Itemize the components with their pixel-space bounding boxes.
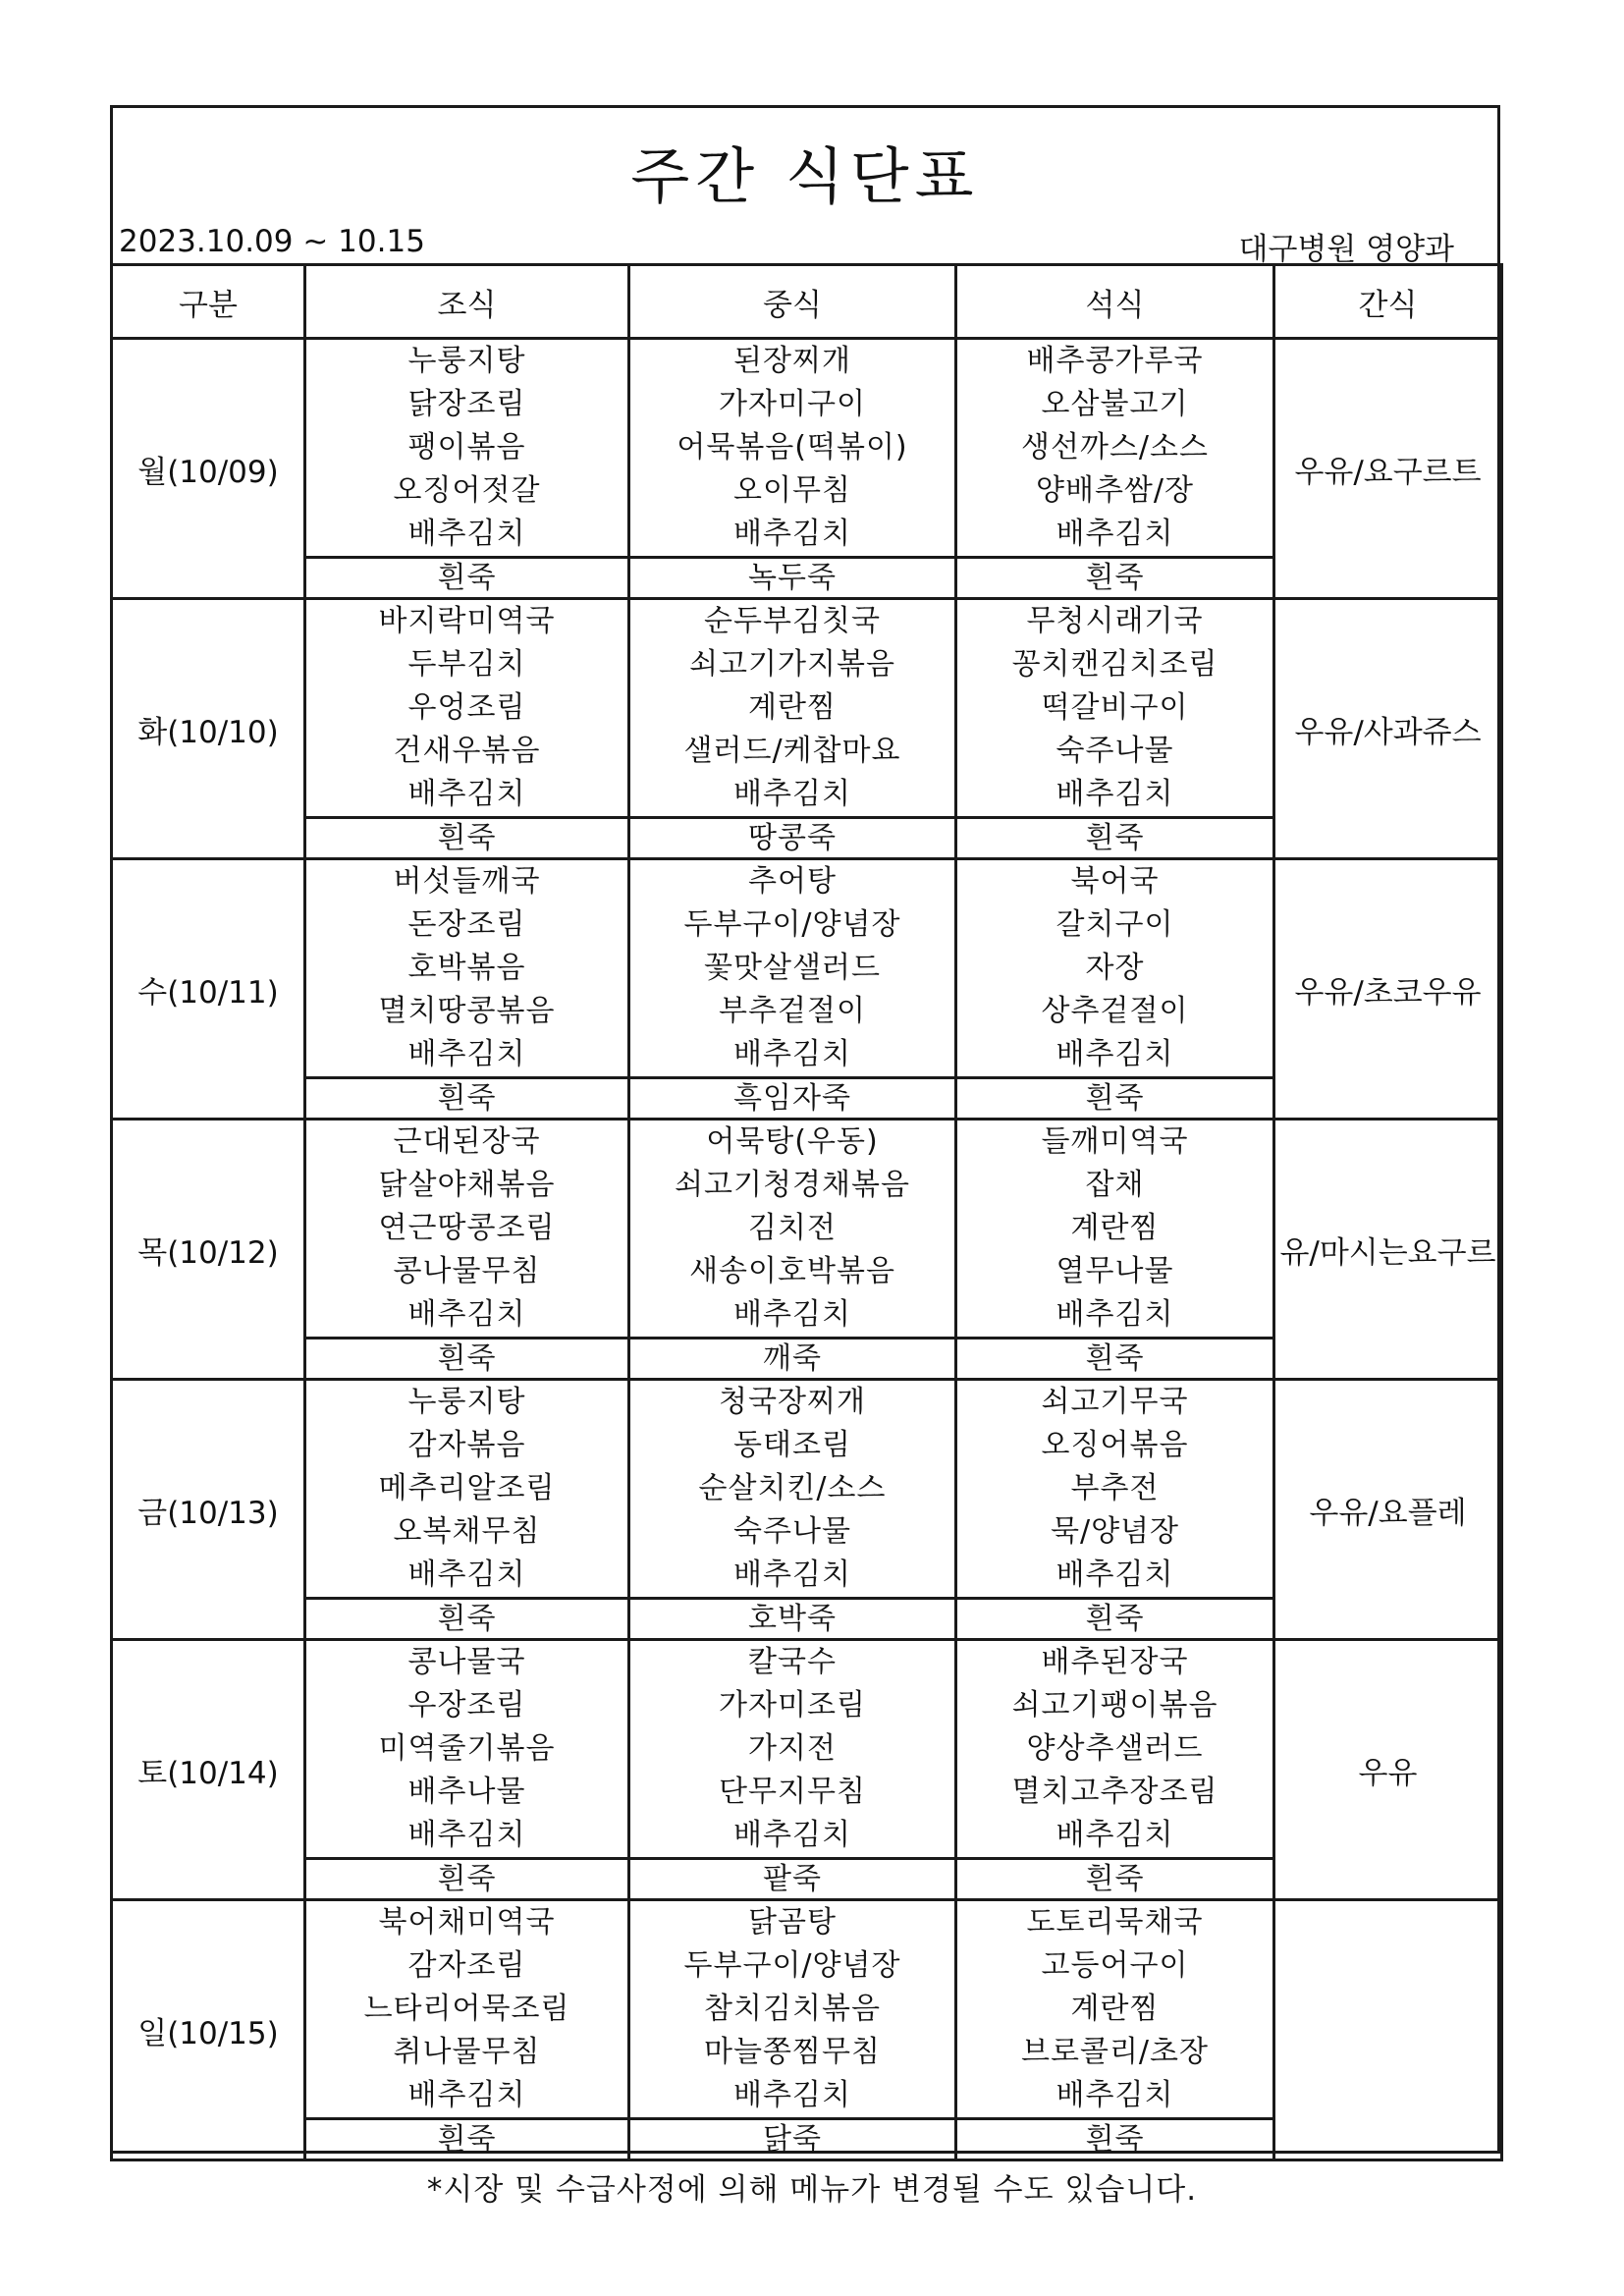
day-label: 수(10/11) bbox=[112, 859, 305, 1120]
snack-cell: 유/마시는요구르 bbox=[1274, 1120, 1502, 1380]
menu-item: 호박볶음 bbox=[407, 951, 526, 985]
menu-item: 멸치고추장조림 bbox=[1011, 1775, 1218, 1809]
day-row bbox=[112, 599, 1502, 818]
menu-item: 배추김치 bbox=[733, 1818, 851, 1852]
menu-item: 두부김치 bbox=[407, 647, 526, 682]
menu-item: 칼국수 bbox=[748, 1645, 837, 1679]
dinner-porridge: 흰죽 bbox=[956, 818, 1274, 859]
menu-item: 배추김치 bbox=[733, 777, 851, 811]
dinner-menu-list bbox=[957, 1641, 1272, 1857]
day-label: 화(10/10) bbox=[112, 599, 305, 859]
lunch-porridge: 팥죽 bbox=[629, 1859, 956, 1900]
menu-item: 북어국 bbox=[1070, 864, 1160, 899]
dinner-menu-list bbox=[957, 340, 1272, 556]
menu-item: 메추리알조림 bbox=[378, 1471, 556, 1505]
lunch-menu-list bbox=[630, 600, 954, 816]
menu-item: 숙주나물 bbox=[733, 1514, 851, 1549]
menu-item: 쇠고기무국 bbox=[1041, 1385, 1189, 1419]
breakfast-menu-list bbox=[306, 600, 627, 816]
menu-item: 느타리어묵조림 bbox=[363, 1992, 570, 2026]
breakfast-menu-list bbox=[306, 1381, 627, 1597]
lunch-porridge: 깨죽 bbox=[629, 1339, 956, 1380]
menu-item: 근대된장국 bbox=[393, 1124, 541, 1159]
menu-item: 부추전 bbox=[1070, 1471, 1160, 1505]
menu-item: 배추김치 bbox=[733, 2078, 851, 2112]
menu-item: 도토리묵채국 bbox=[1026, 1905, 1204, 1940]
lunch-porridge: 녹두죽 bbox=[629, 558, 956, 599]
breakfast-porridge: 흰죽 bbox=[305, 1859, 629, 1900]
lunch-menu-list bbox=[630, 340, 954, 556]
menu-item: 팽이볶음 bbox=[407, 430, 526, 465]
menu-item: 어묵탕(우동) bbox=[706, 1124, 879, 1159]
menu-item: 쇠고기청경채볶음 bbox=[675, 1168, 910, 1202]
menu-item: 가자미조림 bbox=[719, 1688, 866, 1722]
dinner-porridge: 흰죽 bbox=[956, 1078, 1274, 1120]
dinner-cell bbox=[956, 1900, 1274, 2119]
menu-item: 된장찌개 bbox=[733, 344, 851, 378]
menu-item: 어묵볶음(떡볶이) bbox=[677, 430, 908, 465]
menu-item: 오복채무침 bbox=[393, 1514, 541, 1549]
dinner-menu-list bbox=[957, 860, 1272, 1076]
breakfast-cell bbox=[305, 599, 629, 818]
day-row bbox=[112, 1900, 1502, 2119]
menu-item: 북어채미역국 bbox=[378, 1905, 556, 1940]
menu-body bbox=[112, 339, 1502, 2160]
breakfast-porridge: 흰죽 bbox=[305, 1339, 629, 1380]
header-snack: 간식 bbox=[1274, 265, 1502, 339]
dinner-cell bbox=[956, 1380, 1274, 1599]
menu-item: 배추김치 bbox=[733, 1558, 851, 1592]
dinner-menu-list bbox=[957, 1901, 1272, 2117]
menu-item: 오징어젓갈 bbox=[393, 473, 541, 508]
dinner-porridge: 흰죽 bbox=[956, 558, 1274, 599]
menu-item: 꽃맛살샐러드 bbox=[704, 951, 881, 985]
breakfast-porridge: 흰죽 bbox=[305, 1599, 629, 1640]
menu-item: 배추김치 bbox=[1056, 517, 1174, 551]
snack-cell: 우유/요플레 bbox=[1274, 1380, 1502, 1640]
breakfast-cell bbox=[305, 1120, 629, 1339]
menu-item: 오징어볶음 bbox=[1041, 1428, 1189, 1462]
menu-item: 콩나물무침 bbox=[393, 1254, 541, 1288]
breakfast-menu-list bbox=[306, 340, 627, 556]
dinner-porridge: 흰죽 bbox=[956, 1859, 1274, 1900]
breakfast-porridge: 흰죽 bbox=[305, 558, 629, 599]
menu-item: 상추겉절이 bbox=[1041, 994, 1189, 1028]
menu-item: 가지전 bbox=[748, 1731, 837, 1766]
menu-item: 건새우볶음 bbox=[393, 734, 541, 768]
menu-item: 닭살야채볶음 bbox=[378, 1168, 556, 1202]
menu-item: 배추김치 bbox=[1056, 777, 1174, 811]
snack-cell: 우유 bbox=[1274, 1640, 1502, 1900]
snack-cell: 우유/사과쥬스 bbox=[1274, 599, 1502, 859]
lunch-porridge: 호박죽 bbox=[629, 1599, 956, 1640]
header-breakfast: 조식 bbox=[305, 265, 629, 339]
breakfast-porridge: 흰죽 bbox=[305, 818, 629, 859]
breakfast-cell bbox=[305, 859, 629, 1078]
dinner-cell bbox=[956, 859, 1274, 1078]
lunch-cell bbox=[629, 859, 956, 1078]
menu-item: 닭장조림 bbox=[407, 387, 526, 421]
menu-item: 감자볶음 bbox=[407, 1428, 526, 1462]
menu-item: 무청시래기국 bbox=[1026, 604, 1204, 638]
menu-item: 부추겉절이 bbox=[719, 994, 866, 1028]
breakfast-menu-list bbox=[306, 1121, 627, 1337]
lunch-cell bbox=[629, 1900, 956, 2119]
dinner-cell bbox=[956, 599, 1274, 818]
menu-item: 순두부김칫국 bbox=[704, 604, 881, 638]
breakfast-cell bbox=[305, 1640, 629, 1859]
menu-item: 오이무침 bbox=[733, 473, 851, 508]
lunch-cell bbox=[629, 1380, 956, 1599]
menu-item: 배추김치 bbox=[407, 2078, 526, 2112]
menu-item: 바지락미역국 bbox=[378, 604, 556, 638]
dinner-cell bbox=[956, 1640, 1274, 1859]
lunch-menu-list bbox=[630, 1901, 954, 2117]
organization-name: 대구병원 영양과 bbox=[1238, 232, 1454, 267]
menu-item: 닭곰탕 bbox=[748, 1905, 837, 1940]
breakfast-cell bbox=[305, 1380, 629, 1599]
breakfast-porridge: 흰죽 bbox=[305, 1078, 629, 1120]
lunch-menu-list bbox=[630, 1381, 954, 1597]
breakfast-cell bbox=[305, 339, 629, 558]
menu-item: 마늘쫑찜무침 bbox=[704, 2035, 881, 2069]
menu-item: 배추된장국 bbox=[1041, 1645, 1189, 1679]
menu-item: 고등어구이 bbox=[1041, 1948, 1189, 1983]
dinner-porridge: 흰죽 bbox=[956, 1599, 1274, 1640]
header-lunch: 중식 bbox=[629, 265, 956, 339]
menu-item: 배추나물 bbox=[407, 1775, 526, 1809]
menu-item: 떡갈비구이 bbox=[1041, 690, 1189, 725]
menu-item: 브로콜리/초장 bbox=[1021, 2035, 1209, 2069]
breakfast-menu-list bbox=[306, 860, 627, 1076]
menu-item: 배추김치 bbox=[407, 1297, 526, 1332]
header-row bbox=[112, 265, 1502, 339]
page-title: 주간 식단표 bbox=[630, 140, 980, 212]
breakfast-menu-list bbox=[306, 1641, 627, 1857]
lunch-cell bbox=[629, 1640, 956, 1859]
menu-item: 열무나물 bbox=[1056, 1254, 1174, 1288]
menu-item: 꽁치캔김치조림 bbox=[1011, 647, 1218, 682]
dinner-cell bbox=[956, 339, 1274, 558]
day-label: 금(10/13) bbox=[112, 1380, 305, 1640]
menu-item: 배추김치 bbox=[407, 777, 526, 811]
breakfast-menu-list bbox=[306, 1901, 627, 2117]
period-range: 2023.10.09 ~ 10.15 bbox=[119, 224, 425, 259]
menu-item: 돈장조림 bbox=[407, 907, 526, 942]
menu-item: 배추김치 bbox=[407, 1558, 526, 1592]
dinner-menu-list bbox=[957, 600, 1272, 816]
dinner-menu-list bbox=[957, 1381, 1272, 1597]
lunch-cell bbox=[629, 1120, 956, 1339]
menu-item: 생선까스/소스 bbox=[1021, 430, 1209, 465]
menu-item: 버섯들깨국 bbox=[393, 864, 541, 899]
menu-sheet bbox=[110, 105, 1500, 2157]
menu-item: 참치김치볶음 bbox=[704, 1992, 881, 2026]
menu-item: 갈치구이 bbox=[1056, 907, 1174, 942]
lunch-porridge: 닭죽 bbox=[629, 2119, 956, 2160]
day-label: 토(10/14) bbox=[112, 1640, 305, 1900]
menu-item: 배추김치 bbox=[1056, 1818, 1174, 1852]
menu-item: 쇠고기팽이볶음 bbox=[1011, 1688, 1218, 1722]
lunch-cell bbox=[629, 599, 956, 818]
menu-item: 두부구이/양념장 bbox=[683, 1948, 901, 1983]
menu-item: 김치전 bbox=[748, 1211, 837, 1245]
menu-item: 숙주나물 bbox=[1056, 734, 1174, 768]
menu-item: 양배추쌈/장 bbox=[1035, 473, 1194, 508]
menu-item: 연근땅콩조림 bbox=[378, 1211, 556, 1245]
menu-item: 배추김치 bbox=[407, 1037, 526, 1071]
dinner-cell bbox=[956, 1120, 1274, 1339]
menu-item: 우장조림 bbox=[407, 1688, 526, 1722]
weekly-menu-table bbox=[110, 263, 1503, 2161]
menu-item: 새송이호박볶음 bbox=[689, 1254, 895, 1288]
menu-item: 들깨미역국 bbox=[1041, 1124, 1189, 1159]
menu-item: 배추김치 bbox=[407, 517, 526, 551]
menu-item: 단무지무침 bbox=[719, 1775, 866, 1809]
day-label: 월(10/09) bbox=[112, 339, 305, 599]
lunch-cell bbox=[629, 339, 956, 558]
menu-item: 추어탕 bbox=[748, 864, 837, 899]
breakfast-porridge: 흰죽 bbox=[305, 2119, 629, 2160]
menu-item: 배추김치 bbox=[1056, 2078, 1174, 2112]
menu-item: 배추김치 bbox=[733, 517, 851, 551]
menu-item: 배추김치 bbox=[1056, 1297, 1174, 1332]
menu-item: 계란찜 bbox=[1070, 1992, 1160, 2026]
menu-item: 우엉조림 bbox=[407, 690, 526, 725]
menu-item: 가자미구이 bbox=[719, 387, 866, 421]
lunch-menu-list bbox=[630, 1121, 954, 1337]
menu-item: 누룽지탕 bbox=[407, 1385, 526, 1419]
menu-item: 배추김치 bbox=[733, 1037, 851, 1071]
menu-item: 콩나물국 bbox=[407, 1645, 526, 1679]
menu-item: 감자조림 bbox=[407, 1948, 526, 1983]
menu-item: 취나물무침 bbox=[393, 2035, 541, 2069]
menu-item: 동태조림 bbox=[733, 1428, 851, 1462]
snack-cell: 우유/초코우유 bbox=[1274, 859, 1502, 1120]
breakfast-cell bbox=[305, 1900, 629, 2119]
day-label: 일(10/15) bbox=[112, 1900, 305, 2160]
menu-item: 배추김치 bbox=[407, 1818, 526, 1852]
snack-cell bbox=[1274, 1900, 1502, 2160]
menu-item: 계란찜 bbox=[1070, 1211, 1160, 1245]
menu-item: 누룽지탕 bbox=[407, 344, 526, 378]
day-row bbox=[112, 1120, 1502, 1339]
header-dinner: 석식 bbox=[956, 265, 1274, 339]
menu-item: 미역줄기볶음 bbox=[378, 1731, 556, 1766]
menu-item: 쇠고기가지볶음 bbox=[689, 647, 895, 682]
menu-item: 배추김치 bbox=[733, 1297, 851, 1332]
menu-item: 두부구이/양념장 bbox=[683, 907, 901, 942]
menu-item: 오삼불고기 bbox=[1041, 387, 1189, 421]
menu-item: 배추콩가루국 bbox=[1026, 344, 1204, 378]
menu-item: 배추김치 bbox=[1056, 1037, 1174, 1071]
dinner-porridge: 흰죽 bbox=[956, 2119, 1274, 2160]
footnote: *시장 및 수급사정에 의해 메뉴가 변경될 수도 있습니다. bbox=[426, 2172, 1198, 2208]
day-row bbox=[112, 1640, 1502, 1859]
menu-item: 순살치킨/소스 bbox=[698, 1471, 887, 1505]
day-label: 목(10/12) bbox=[112, 1120, 305, 1380]
menu-item: 멸치땅콩볶음 bbox=[378, 994, 556, 1028]
lunch-porridge: 흑임자죽 bbox=[629, 1078, 956, 1120]
lunch-porridge: 땅콩죽 bbox=[629, 818, 956, 859]
dinner-porridge: 흰죽 bbox=[956, 1339, 1274, 1380]
menu-item: 배추김치 bbox=[1056, 1558, 1174, 1592]
snack-cell: 우유/요구르트 bbox=[1274, 339, 1502, 599]
menu-item: 샐러드/케찹마요 bbox=[683, 734, 901, 768]
menu-item: 자장 bbox=[1085, 951, 1145, 985]
menu-item: 묵/양념장 bbox=[1050, 1514, 1180, 1549]
menu-item: 계란찜 bbox=[748, 690, 837, 725]
menu-item: 양상추샐러드 bbox=[1026, 1731, 1204, 1766]
menu-item: 잡채 bbox=[1085, 1168, 1145, 1202]
day-row bbox=[112, 1380, 1502, 1599]
lunch-menu-list bbox=[630, 1641, 954, 1857]
day-row bbox=[112, 339, 1502, 558]
header-category: 구분 bbox=[112, 265, 305, 339]
lunch-menu-list bbox=[630, 860, 954, 1076]
day-row bbox=[112, 859, 1502, 1078]
menu-item: 청국장찌개 bbox=[719, 1385, 866, 1419]
dinner-menu-list bbox=[957, 1121, 1272, 1337]
